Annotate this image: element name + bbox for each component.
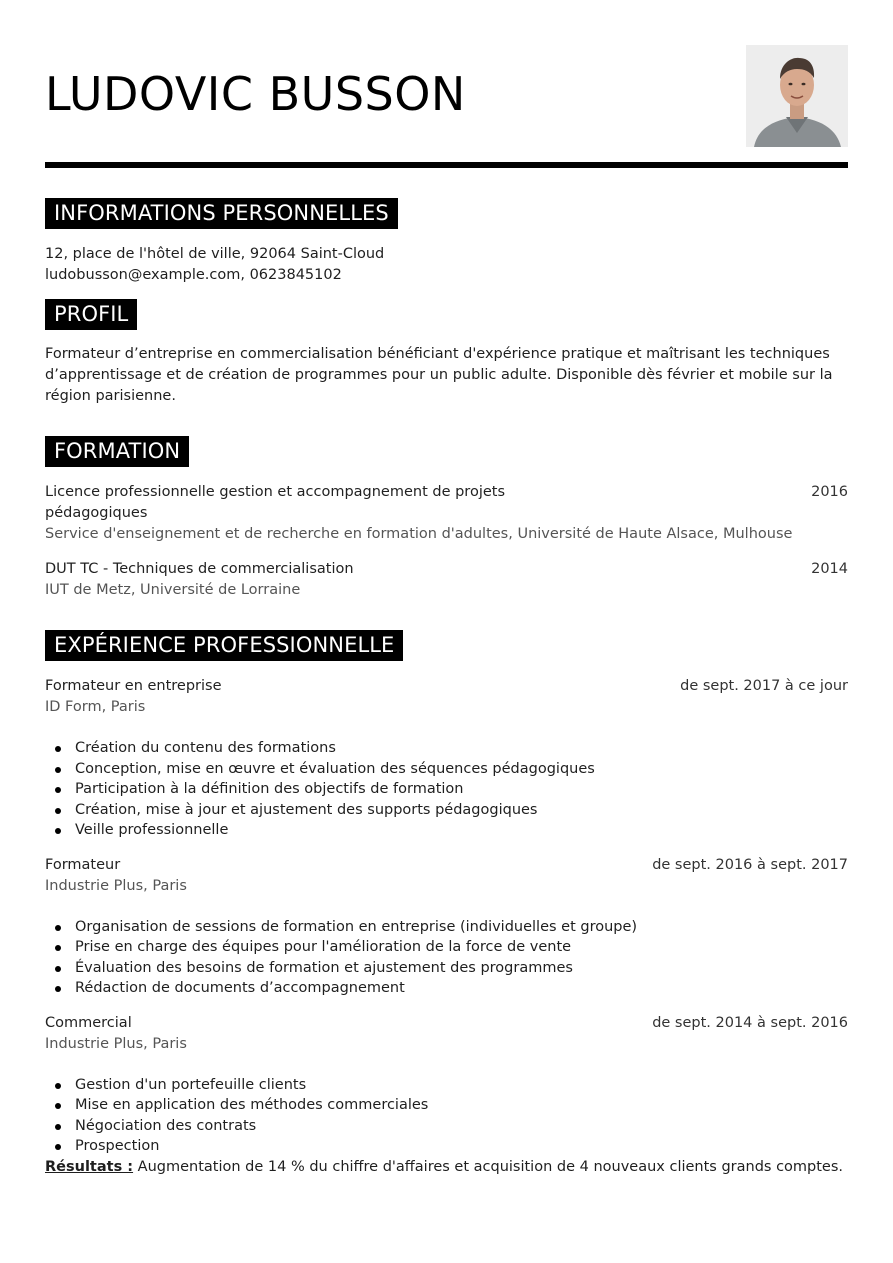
experience-heading: EXPÉRIENCE PROFESSIONNELLE: [45, 630, 403, 661]
experience-section: [45, 630, 848, 1178]
personal-info-heading: INFORMATIONS PERSONNELLES: [45, 198, 398, 229]
job-item: [45, 1013, 848, 1178]
job-company: Industrie Plus, Paris: [45, 1035, 187, 1052]
job-bullets: [45, 1075, 848, 1157]
list-item: Gestion d'un portefeuille clients: [75, 1075, 848, 1096]
results-label: Résultats :: [45, 1158, 134, 1175]
education-item: [45, 482, 848, 545]
list-item: Prise en charge des équipes pour l'amélioration de la force de vente: [75, 937, 848, 958]
degree-institution: IUT de Metz, Université de Lorraine: [45, 582, 301, 598]
list-item: Prospection: [75, 1136, 848, 1157]
education-heading: FORMATION: [45, 436, 189, 467]
job-item: [45, 676, 848, 841]
job-title: Formateur: [45, 856, 121, 873]
degree-institution: Service d'enseignement et de recherche en formation d'adultes, Université de Haute Alsace, Mulhouse: [45, 526, 793, 542]
address-text: 12, place de l'hôtel de ville, 92064 Saint-Cloud: [45, 246, 385, 262]
contact-text: ludobusson@example.com, 0623845102: [45, 267, 342, 283]
resume-content: [45, 198, 848, 1178]
job-results: [45, 1157, 848, 1178]
profile-photo: [746, 45, 848, 147]
list-item: Création du contenu des formations: [75, 738, 848, 759]
list-item: Rédaction de documents d’accompagnement: [75, 978, 848, 999]
list-item: Évaluation des besoins de formation et ajustement des programmes: [75, 958, 848, 979]
job-item: [45, 855, 848, 999]
profile-photo-illustration: [746, 45, 848, 147]
profile-heading: PROFIL: [45, 299, 137, 330]
list-item: Création, mise à jour et ajustement des supports pédagogiques: [75, 800, 848, 821]
list-item: Mise en application des méthodes commerciales: [75, 1095, 848, 1116]
job-bullets: [45, 917, 848, 999]
degree-title: DUT TC - Techniques de commercialisation: [45, 561, 354, 577]
list-item: Organisation de sessions de formation en entreprise (individuelles et groupe): [75, 917, 848, 938]
job-title: Formateur en entreprise: [45, 678, 222, 694]
job-date: de sept. 2017 à ce jour: [680, 678, 848, 694]
list-item: Participation à la définition des objectifs de formation: [75, 779, 848, 800]
degree-date: 2016: [811, 484, 848, 500]
list-item: Conception, mise en œuvre et évaluation des séquences pédagogiques: [75, 759, 848, 780]
job-company: Industrie Plus, Paris: [45, 877, 187, 894]
job-company: ID Form, Paris: [45, 699, 146, 715]
personal-info-section: [45, 198, 848, 286]
header-divider: [45, 162, 848, 168]
job-bullets: [45, 738, 848, 841]
profile-text: Formateur d’entreprise en commercialisation bénéficiant d'expérience pratique et maîtrisant les techniques d’apprentissage et de création de programmes pour un public adulte. Disponible dès février et mobile sur la région parisienne.: [45, 346, 833, 404]
degree-title: Licence professionnelle gestion et accompagnement de projets pédagogiques: [45, 484, 506, 521]
job-date: de sept. 2014 à sept. 2016: [652, 1014, 848, 1031]
education-item: [45, 559, 848, 601]
degree-date: 2014: [811, 561, 848, 577]
education-section: [45, 436, 848, 601]
list-item: Veille professionnelle: [75, 820, 848, 841]
profile-section: [45, 299, 848, 407]
results-text: Augmentation de 14 % du chiffre d'affaires et acquisition de 4 nouveaux clients grands comptes.: [133, 1158, 844, 1175]
list-item: Négociation des contrats: [75, 1116, 848, 1137]
job-date: de sept. 2016 à sept. 2017: [652, 856, 848, 873]
job-title: Commercial: [45, 1014, 132, 1031]
candidate-name: LUDOVIC BUSSON: [45, 67, 466, 121]
